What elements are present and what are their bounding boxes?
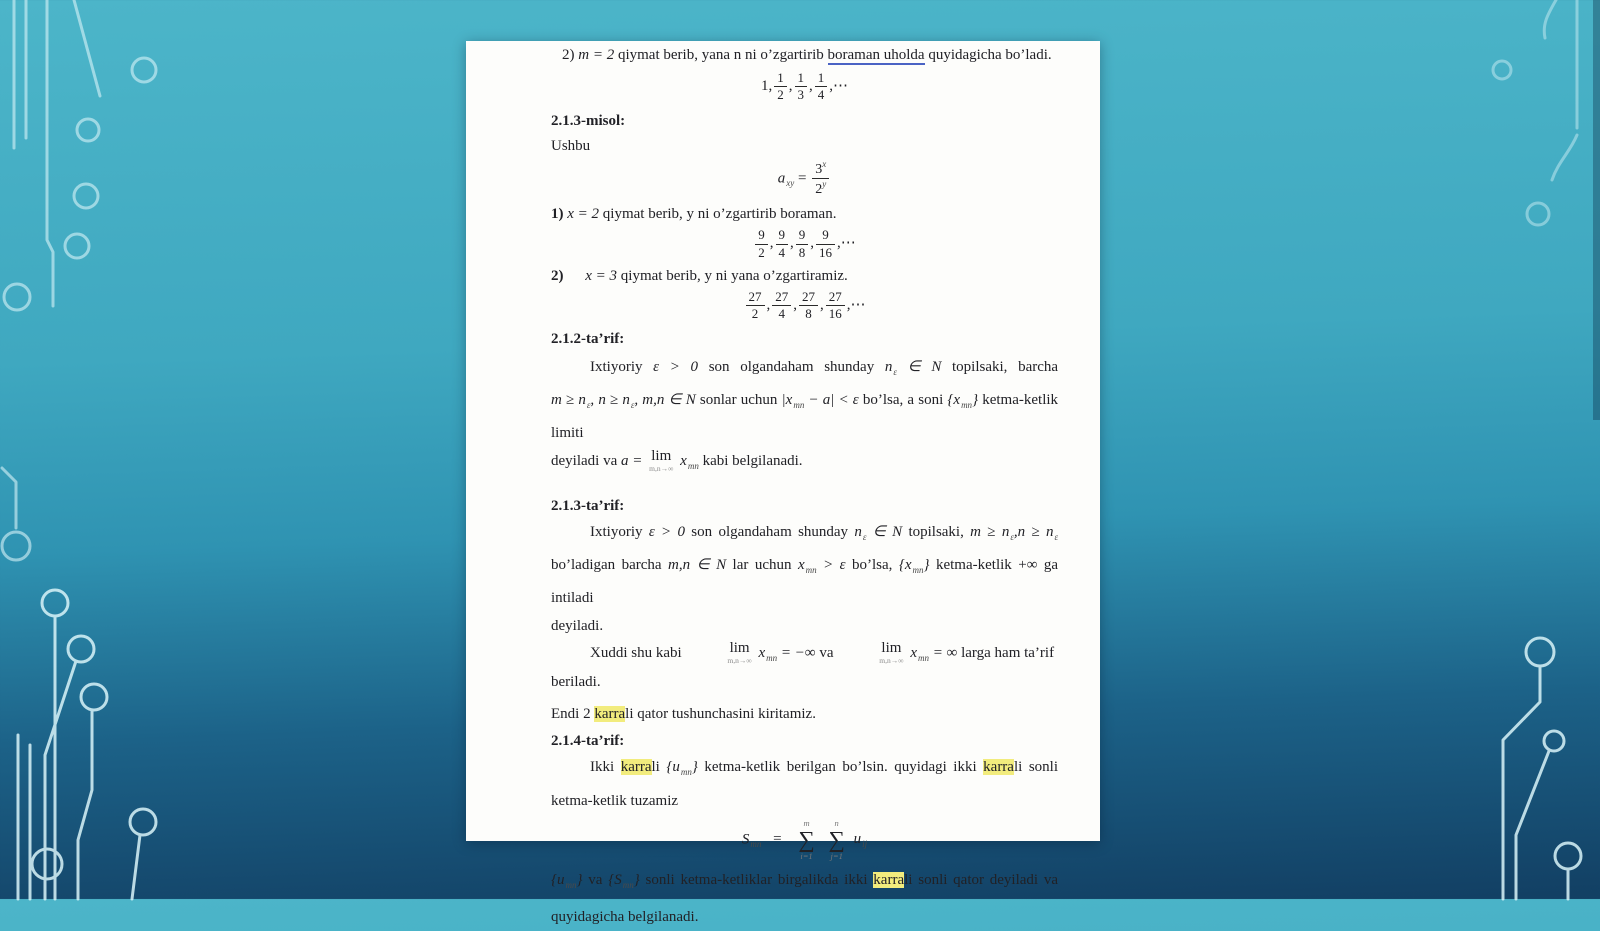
fraction-numerator: 27 [775, 288, 789, 304]
intro-text-1: qiymat berib, yana n ni o’zgartirib [617, 47, 824, 63]
limit-operator [649, 449, 673, 473]
math-inline [910, 645, 957, 661]
inequality: > ε [823, 556, 846, 573]
subscript: ε [1010, 531, 1014, 542]
fraction-numerator: 27 [828, 288, 842, 304]
circuit-node [65, 234, 89, 258]
fraction [795, 71, 808, 103]
subscript: mn [912, 564, 924, 575]
highlight: karra [873, 871, 905, 888]
text: va [819, 644, 834, 661]
sum-upper-limit: n [834, 817, 839, 828]
underlined-phrase[interactable]: boraman uholda [827, 47, 925, 63]
circuit-trace [78, 710, 92, 899]
text: Ixtiyoriy [590, 523, 643, 540]
seq-ellipsis: ,⋯ [846, 297, 866, 314]
fraction [772, 290, 791, 322]
def-214-line-2: ketma-ketlik tuzamiz [551, 792, 679, 809]
fraction [776, 228, 789, 260]
lim-word: lim [729, 640, 750, 657]
fraction [826, 290, 845, 322]
math-inline: ε > 0 [653, 358, 699, 375]
limit-operator [840, 641, 903, 665]
def-212-line-3 [551, 447, 1058, 480]
subscript: mn [961, 399, 973, 410]
math-inline [782, 392, 859, 408]
fraction [746, 290, 765, 322]
brace-open: {x [947, 391, 961, 408]
subscript: mn [687, 460, 699, 471]
brace-close: } [576, 871, 583, 888]
def-213-line-2 [551, 551, 1058, 612]
formula-lhs-subscript: mn [750, 839, 762, 849]
fraction-denominator: 16 [816, 244, 835, 260]
circuit-trace [74, 0, 100, 96]
fraction-denominator: 2 [755, 244, 768, 260]
circuit-node [2, 532, 30, 560]
sigma-symbol: ∑ [798, 827, 815, 853]
fraction-numerator: 9 [798, 227, 806, 243]
lim-word: lim [651, 448, 672, 465]
circuit-trace [132, 835, 140, 899]
circuit-node [42, 590, 68, 616]
seq-ellipsis: ,⋯ [829, 78, 848, 95]
closing-line-2: quyidagicha belgilanadi. [551, 908, 699, 925]
text: shunday [798, 523, 849, 540]
subscript: mn [622, 879, 634, 890]
sum-term [854, 831, 868, 847]
math-inline: x = 2 [567, 206, 600, 223]
heading-def-212: 2.1.2-ta’rif: [551, 330, 625, 347]
fraction [816, 228, 835, 260]
brace-close: } [923, 556, 930, 573]
var: n [854, 523, 862, 540]
circuit-node [130, 809, 156, 835]
circuit-node [74, 184, 98, 208]
highlight: karra [983, 758, 1014, 775]
circuit-node [1527, 203, 1549, 225]
set-membership: ∈ N [907, 358, 942, 375]
heading-def-213: 2.1.3-ta’rif: [551, 497, 625, 514]
circuit-trace [1503, 666, 1540, 899]
equals-sign: = [773, 831, 782, 847]
heading-misol: 2.1.3-misol: [551, 112, 626, 129]
subscript: ε [893, 366, 897, 377]
def-212-line-1 [551, 353, 1058, 386]
circuit-node [1555, 843, 1581, 869]
item-2-text: qiymat berib, y ni yana o’zgartiramiz. [620, 267, 848, 284]
fraction [799, 290, 818, 322]
math-inline [608, 872, 640, 888]
base: 3 [815, 161, 823, 177]
fraction-denominator: 4 [776, 244, 789, 260]
sequence-1-formula [551, 71, 1058, 103]
lim-under: m,n→∞ [879, 656, 904, 666]
var: x [758, 644, 766, 661]
subscript: mn [793, 399, 805, 410]
relation: , n ≥ n [590, 391, 630, 408]
formula-a [551, 160, 1058, 198]
highlight: karra [620, 758, 652, 775]
text: olgandaham [718, 523, 792, 540]
var: x [797, 556, 805, 573]
math-inline: m = 2 [578, 47, 615, 63]
text: deyiladi va [551, 452, 618, 469]
math-inline [854, 524, 902, 540]
text: bo’ladigan barcha [551, 556, 662, 573]
seq-ellipsis: ,⋯ [837, 235, 856, 252]
seq-separator: , [790, 235, 794, 252]
var: x [910, 644, 917, 661]
seq-lead: 1, [761, 78, 773, 95]
seq-separator: , [788, 78, 793, 95]
endi-line [551, 702, 1058, 726]
var: u [853, 831, 862, 847]
circuit-trace [1552, 135, 1577, 180]
def-213-line-1 [551, 518, 1058, 551]
highlighted-word [621, 759, 660, 775]
set-membership: ∈ N [872, 523, 903, 540]
circuit-node [132, 58, 156, 82]
list-marker: 1) [551, 206, 564, 223]
formula-lhs-subscript: xy [786, 177, 795, 188]
sigma-symbol: ∑ [828, 827, 845, 853]
infinity-symbol: +∞ [1018, 556, 1038, 573]
equality: = ∞ [932, 644, 958, 661]
circuit-node [77, 119, 99, 141]
def-213-line-3: deyiladi. [551, 617, 604, 634]
fraction-numerator: 1 [817, 70, 825, 85]
var: x [680, 452, 687, 469]
text: topilsaki, [908, 523, 964, 540]
math-inline [680, 453, 699, 469]
relation: m ≥ n [551, 391, 586, 408]
seq-separator: , [793, 297, 797, 314]
text: barcha [1018, 358, 1059, 375]
text: sonli ketma-ketliklar birgalikda ikki [645, 871, 868, 888]
circuit-trace [47, 0, 53, 306]
text: Ikki [590, 758, 615, 775]
limit-operator [688, 641, 751, 665]
circuit-group-top-right [1493, 0, 1577, 225]
def-214-line-1 [551, 755, 1058, 784]
fraction-denominator: 4 [772, 305, 791, 321]
xuddi-line [551, 641, 1058, 694]
subscript: mn [565, 879, 577, 890]
base: 2 [815, 181, 823, 197]
var: n [884, 358, 893, 375]
text: son [708, 358, 730, 375]
sequence-2-formula [551, 228, 1058, 260]
text: Ixtiyoriy [590, 358, 643, 375]
text: sonlar uchun [699, 391, 778, 408]
brace-close: } [972, 391, 979, 408]
summation-operator [798, 819, 814, 861]
intro-line [551, 43, 1058, 67]
text: kabi belgilanadi. [702, 452, 803, 469]
brace-close: } [691, 758, 698, 775]
subscript: mn [766, 652, 778, 663]
circuit-node [32, 849, 62, 879]
fraction-denominator: 8 [796, 244, 809, 260]
highlighted-word [873, 872, 912, 888]
fraction-numerator: 27 [748, 288, 762, 304]
fraction-denominator: 4 [815, 86, 828, 102]
circuit-trace [45, 661, 76, 899]
seq-separator: , [820, 297, 824, 314]
highlighted-word [594, 706, 633, 722]
math-inline [947, 392, 978, 408]
sum-lower-limit: i=1 [800, 851, 813, 862]
highlight-rest: li [651, 758, 660, 775]
list-marker: 2) [551, 267, 564, 284]
text: shunday [824, 358, 875, 375]
fraction-numerator: 9 [758, 227, 765, 243]
text: Xuddi shu kabi [590, 644, 682, 661]
sum-upper-limit: m [803, 817, 810, 828]
formula-lhs: S [741, 831, 750, 847]
highlighted-word [983, 759, 1022, 775]
highlight-rest: li [1013, 758, 1023, 775]
text: lar uchun [732, 556, 792, 573]
fraction-denominator [812, 178, 829, 197]
text: topilsaki, [952, 358, 1008, 375]
text: Endi 2 [551, 705, 591, 722]
math-inline: a = [620, 452, 643, 469]
double-sum-formula [551, 819, 1058, 861]
circuit-trace [2, 468, 16, 528]
seq-separator: , [769, 235, 774, 252]
item-2-line [551, 264, 1058, 288]
equals-sign: = [798, 169, 807, 186]
circuit-group-top-left [2, 0, 156, 560]
subscript: ij [862, 839, 868, 849]
subscript: ε [586, 399, 591, 410]
text: qator tushunchasini kiritamiz. [637, 705, 816, 722]
document-page [466, 41, 1100, 925]
lim-under: m,n→∞ [727, 656, 752, 666]
relation: m ≥ n [970, 523, 1010, 540]
text: olgandaham [740, 358, 814, 375]
text: ga intiladi [551, 556, 1059, 606]
fraction-denominator: 2 [774, 86, 787, 102]
math-inline [970, 524, 1058, 540]
text: son [691, 523, 713, 540]
sequence-3-formula [551, 290, 1058, 322]
screen-right-edge-shade [1593, 0, 1600, 420]
circuit-trace [1516, 751, 1549, 899]
set-membership: , m,n ∈ N [634, 391, 696, 408]
math-inline [899, 557, 930, 573]
superscript: x [822, 158, 827, 169]
relation: ,n ≥ n [1013, 523, 1054, 540]
fraction-numerator: 9 [778, 227, 785, 243]
summation-operator [828, 819, 844, 861]
math-inline: ε > 0 [648, 523, 685, 540]
fraction [774, 71, 787, 103]
circuit-node [1526, 638, 1554, 666]
fraction [815, 71, 828, 103]
fraction-denominator: 3 [795, 86, 808, 102]
math-inline: m,n ∈ N [668, 556, 727, 573]
circuit-group-bottom-left [18, 590, 156, 899]
subscript: mn [680, 766, 692, 777]
fraction-numerator: 27 [802, 288, 815, 304]
fraction-numerator: 1 [797, 70, 804, 85]
seq-separator: , [766, 297, 771, 314]
abs-open: |x [781, 391, 793, 408]
sum-lower-limit: j=1 [830, 851, 843, 862]
math-inline [551, 392, 696, 408]
fraction-numerator: 9 [822, 227, 829, 243]
fraction-denominator: 8 [799, 305, 818, 321]
lim-under: m,n→∞ [649, 464, 674, 474]
circuit-node [1493, 61, 1511, 79]
closing-line-1 [551, 868, 1058, 897]
text: ketma-ketlik [935, 556, 1012, 573]
equality: = −∞ [780, 644, 816, 661]
seq-separator: , [809, 78, 813, 95]
subscript: ε [1054, 531, 1059, 542]
list-marker: 2) [562, 47, 575, 63]
highlight: karra [594, 705, 626, 722]
text: larga ham ta’rif beriladi. [551, 644, 1055, 690]
subscript: ε [630, 399, 635, 410]
fraction [812, 160, 829, 198]
subscript: mn [918, 652, 929, 663]
seq-separator: , [810, 235, 814, 252]
def-212-line-2 [551, 386, 1058, 447]
highlight-rest: li [625, 705, 634, 722]
brace-open: {u [551, 871, 565, 888]
text: ketma-ketlik berilgan bo’lsin. quyidagi ikki [704, 758, 977, 775]
brace-open: {x [898, 556, 912, 573]
text: sonli qator deyiladi va [918, 871, 1059, 888]
heading-def-214: 2.1.4-ta’rif: [551, 732, 625, 749]
brace-open: {u [666, 758, 680, 775]
intro-text-2: quyidagicha bo’ladi. [928, 47, 1052, 63]
subscript: ε [862, 531, 867, 542]
math-inline [666, 759, 698, 775]
item-1-text: qiymat berib, y ni o’zgartirib boraman. [602, 206, 837, 223]
fraction-denominator: 16 [826, 305, 845, 321]
circuit-node [81, 684, 107, 710]
item-1-line [551, 202, 1058, 226]
fraction-numerator: 1 [777, 70, 784, 85]
math-inline [551, 872, 583, 888]
math-inline [885, 359, 941, 375]
brace-close: } [633, 871, 640, 888]
circuit-group-bottom-right [1503, 638, 1581, 899]
fraction [755, 228, 768, 260]
lim-word: lim [881, 640, 902, 657]
document-content [466, 41, 1100, 931]
circuit-node [4, 284, 30, 310]
fraction [796, 228, 809, 260]
brace-open: {S [608, 871, 622, 888]
inequality: − a| < ε [808, 391, 859, 408]
superscript: y [822, 178, 827, 189]
circuit-node [1544, 731, 1564, 751]
fraction-denominator: 2 [746, 305, 765, 321]
formula-lhs: a [777, 169, 786, 186]
text: sonli [1028, 758, 1059, 775]
subscript: mn [805, 564, 817, 575]
ushbu-line: Ushbu [551, 137, 591, 154]
math-inline: x = 3 [585, 267, 618, 284]
circuit-trace [1544, 0, 1556, 38]
math-inline [798, 557, 846, 573]
text: bo’lsa, a soni [862, 391, 944, 408]
circuit-node [68, 636, 94, 662]
text: va [588, 871, 603, 888]
fraction-numerator [812, 160, 829, 178]
text: bo’lsa, [852, 556, 893, 573]
math-inline [758, 645, 815, 661]
text: ketma-ketlik limiti [551, 391, 1059, 441]
highlight-rest: li [904, 871, 913, 888]
